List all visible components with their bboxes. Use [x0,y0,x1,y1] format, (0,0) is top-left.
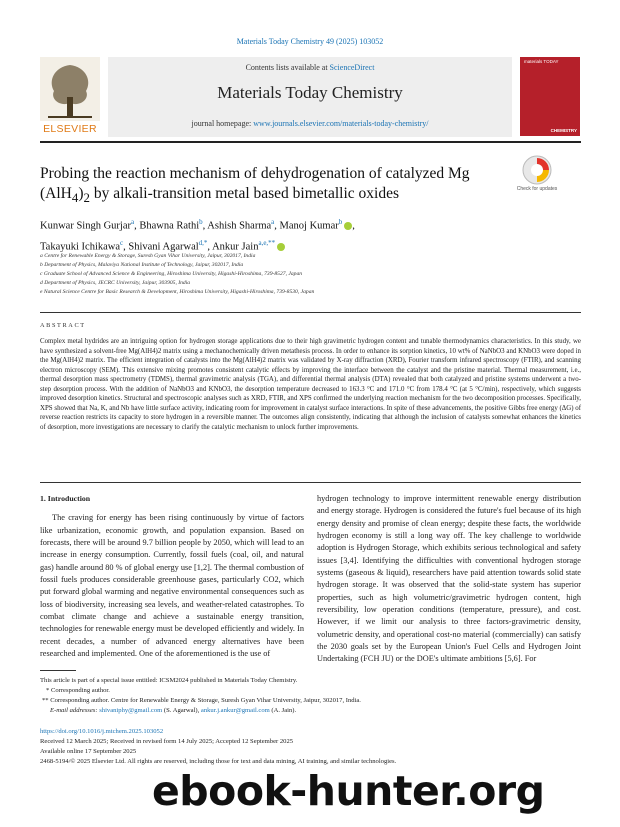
journal-homepage-link[interactable]: www.journals.elsevier.com/materials-today-chemistry/ [253,119,429,128]
author-affiliation-marker[interactable]: a [271,218,275,226]
author-name[interactable]: Kunwar Singh Gurjar [40,220,131,232]
footnote-special-issue: This article is part of a special issue entitled: ICSM2024 published in Materials Today Chemistry. [40,677,298,684]
affiliations [40,252,581,297]
author-list: Kunwar Singh Gurjar$^a$, Bhawna Rathi$^b$, Ashish Sharma$^a$, Manoj Kumar$^b$ , Takayuki Ichikawa$^c$, Shivani Agarwal$^{d,*}$, Ankur Jain$^{a,e,**}$ [40,218,355,252]
author-affiliation-marker[interactable]: c [120,238,124,247]
abstract-bottom-rule [40,482,581,483]
author-affiliation-marker[interactable]: a,e,** [258,238,276,247]
email-link-agarwal[interactable]: shivaniphy@gmail.com [99,707,163,714]
section-heading-introduction: 1. Introduction [40,494,91,503]
author-name[interactable]: Takayuki Ichikawa [40,241,121,252]
title-part-1: Probing the reaction mechanism of dehydrogenation of catalyzed Mg [40,165,470,182]
body-right-column [317,493,581,666]
affiliation-item: c Graduate School of Advanced Science & Engineering, Hiroshima University, Higashi-Hiroshima, 739-8527, Japan [40,271,303,277]
top-citation[interactable]: Materials Today Chemistry 49 (2025) 103052 [236,37,384,46]
author-affiliation-marker[interactable]: b [338,218,343,226]
available-online: Available online 17 September 2025 [40,748,137,755]
title-subscript-1: 4 [71,190,79,206]
email-owner-jain: (A. Jain). [269,707,297,714]
publication-dates: Received 12 March 2025; Received in revised form 14 July 2025; Accepted 12 September 2025 [40,738,294,745]
check-for-updates-label[interactable]: Check for updates [516,186,558,192]
journal-homepage-line [108,119,512,128]
affiliation-item: d Department of Physics, JECRC University, Jaipur, 303905, India [40,280,191,286]
publication-info [40,727,581,767]
author-name[interactable]: Bhawna Rathi [139,220,200,232]
check-for-updates-icon[interactable] [521,154,553,186]
abstract-top-rule [40,312,581,313]
email-owner-agarwal: (S. Agarwal), [162,707,201,714]
journal-masthead [40,57,581,139]
tree-logo-icon [40,57,100,121]
article-title [40,164,510,208]
homepage-prefix: journal homepage: [191,119,254,128]
email-label: E-mail addresses: [50,707,98,714]
body-left-column [40,493,304,660]
watermark-text: ebook-hunter.org [152,767,545,815]
orcid-icon[interactable] [344,222,352,230]
cover-label: CHEMISTRY [550,128,577,133]
journal-title: Materials Today Chemistry [217,83,403,102]
email-link-jain[interactable]: ankur.j.ankur@gmail.com [200,707,270,714]
author-name[interactable]: Shivani Agarwal [128,241,199,252]
affiliation-item: e Natural Science Centre for Basic Research & Development, Hiroshima University, Higashi-Hiroshima, 739-8530, Japan [40,289,315,295]
masthead-center [108,57,512,137]
author-affiliation-marker[interactable]: a [130,218,135,226]
elsevier-wordmark: ELSEVIER [43,123,97,135]
contents-prefix: Contents lists available at [245,63,330,72]
copyright-notice: 2468-5194/© 2025 Elsevier Ltd. All rights are reserved, including those for text and data mining, AI training, and similar technologies. [40,758,397,765]
footnotes [40,676,581,716]
title-part-2c: by alkali-transition metal based bimetallic oxides [89,185,399,202]
journal-cover-thumbnail [520,57,580,136]
cover-text: materials TODAY [524,59,559,64]
body-paragraph-left: The craving for energy has been rising continuously by virtue of factors like urbanization, economic growth, and population expansion. Based on forecasts, there will be around 9.7 billion people by 2050, which will lead to an increase in energy consumption. Currently, fossil fuels (coal, oil, and natural gas) handle around 80 % of global energy use [1,2]. The thermal combustion of fossil fuels produces considerable greenhouse gases, particularly CO2, which put forward global warming and negative environmental consequences such as loss of biodiversity, increasing sea levels, and weather-related catastrophes. To combat climate change and achieve a sustainable energy transition, technologies for renewable energy must be developed efficiently and widely. In recent decades, a number of advanced energy alternatives have been researched and implemented. One of the aforementioned is the use of [40,513,304,659]
author-affiliation-marker[interactable]: b [199,218,203,226]
elsevier-tree-logo [40,57,100,135]
doi-link[interactable]: https://doi.org/10.1016/j.mtchem.2025.103052 [40,728,164,735]
footnote-rule [40,670,76,671]
orcid-icon[interactable] [277,243,285,251]
title-part-2a: (AlH [40,185,72,202]
masthead-rule [40,141,581,143]
body-paragraph-right: hydrogen technology to improve intermittent renewable energy distribution and energy storage. Hydrogen is considered the future's fuel because of its high energy density and promise of clean energy; despite these facts, the worldwide hydrogen economy is still a long way off. The key challenge to worldwide adoption is Hydrogen Storage, which exhibits serious technological and safety issues [3,4]. Identifying the difficulties with conventional hydrogen storage systems (gaseous & liquid), researchers have paid attention towards solid state hydrogen storage. It was observed that the solid-state system has superior properties, such as high volumetric/gravimetric hydrogen content, high reversibility, low operation conditions (temperature, pressure), and cost. However, if we limit our analysis to three factors-gravimetric density, volumetric density, and operational cost-no material (commercially) can satisfy the 2030 goals set by the European Union's Fuel Cells and Hydrogen Joint Undertaking (FCH JU) or the DOE's ultimate ambitions [5,6]. For [317,494,581,664]
author-affiliation-marker[interactable]: d,* [198,238,208,247]
footnote-corresponding-2: ** Corresponding author. Centre for Renewable Energy & Storage, Suresh Gyan Vihar University, Jaipur, 302017, India. [42,697,361,704]
contents-available-line [108,63,512,72]
footnote-emails [40,706,581,716]
title-part-2b: ) [78,185,84,202]
title-subscript-2: 2 [83,190,90,206]
sciencedirect-link[interactable]: ScienceDirect [329,63,375,72]
author-name[interactable]: Manoj Kumar [279,220,339,232]
affiliation-item: b Department of Physics, Malaviya National Institute of Technology, Jaipur, 302017, India [40,262,244,268]
abstract-text: Complex metal hydrides are an intriguing option for hydrogen storage applications due to their high gravimetric hydrogen content and tunable thermodynamics characteristics. In this study, we have synthesized a solvent-free Mg(AlH4)2 matrix using a mechanochemically driven metathesis process. In order to enhance its sorption kinetics, 10 wt% of NaNbO3 and KNbO3 were doped in the Mg(AlH4)2 matrix. The efficient integration of catalysts into the Mg(AlH4)2 matrix was validated by X-ray diffraction (XRD), Fourier transform infrared spectroscopy (FTIR), and scanning electron microscopy (SEM). This extensive mixing promotes consistent catalytic effects by improving the interface between the catalyst and the pristine material. Thermal measurement, i.e., thermal desorption mass spectrometry (TDMS), thermal gravimetric analysis (TGA), and differential thermal analysis (DTA) revealed that both catalyzed and pristine systems underwent a two-step desorption process. With the addition of NaNbO3 and KNbO3, the desorption temperature decreased to 163.3 °C and 171.0 °C from 178.4 °C (at 5 °C/min), respectively, which suggests improved desorption kinetics. Structural and spectroscopic analyses such as XRD, FTIR, and XPS confirmed the underlying reaction mechanism for the two decomposition processes. Specifically, XPS showed that Na, K, and Nb have little surface activity, indicating room for improvement in catalyst surface interactions. In spite of these advancements, the positive Gibbs free energy (ΔG) of reverse reaction restricts its capacity to store hydrogen in a reversible manner. The outcomes align consistently, indicating that although the inclusion of catalysts somewhat enhances the kinetics of desorption, more investigations are necessary to clarify the catalytic mechanism to unlock further improvements. [40,338,581,431]
affiliation-item: a Centre for Renewable Energy & Storage, Suresh Gyan Vihar University, Jaipur, 302017, India [40,253,256,259]
author-name[interactable]: Ankur Jain [212,241,259,252]
abstract-heading: ABSTRACT [40,322,86,329]
author-name[interactable]: Ashish Sharma [207,220,272,232]
footnote-corresponding-1: * Corresponding author. [46,687,110,694]
